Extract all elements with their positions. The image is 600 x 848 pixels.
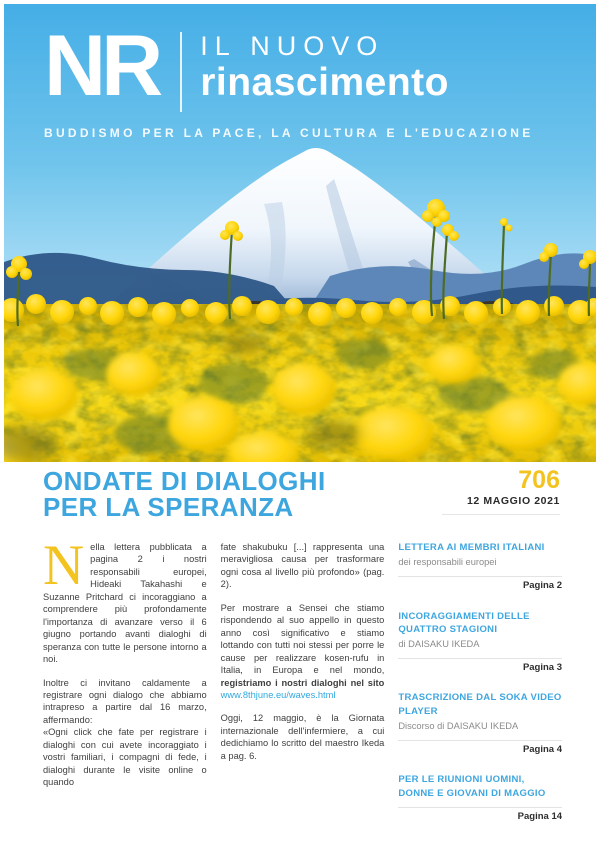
article-paragraph: Nella lettera pubblicata a pagina 2 i nostri responsabili europei, Hideaki Takahashi e Suzanne Pritchard ci incoraggiano a comprendere più profondamente l'importanza di avanzare verso il 6 giugno portando avanti dialoghi di speranza con tutte le persone intorno a noi. — [43, 534, 207, 665]
registriamo-bold-text: registriamo i nostri dialoghi nel sito — [220, 677, 385, 688]
cover-photo — [4, 4, 596, 462]
masthead — [44, 18, 564, 140]
headline-band — [43, 468, 563, 520]
toc-item-subtitle: Discorso di DAISAKU IKEDA — [398, 721, 519, 732]
toc-item-title: PER LE RIUNIONI UOMINI, DONNE E GIOVANI DI MAGGIO — [398, 774, 546, 799]
article-paragraph: Inoltre ci invitano caldamente a registrare ogni dialogo che abbiamo intrapreso a partire dal 16 marzo, affermando: — [43, 677, 207, 725]
magazine-title-top: IL NUOVO — [200, 31, 385, 61]
logo-divider — [180, 32, 182, 112]
issue-number: 706 — [518, 466, 560, 494]
toc-item-subtitle: di DAISAKU IKEDA — [398, 639, 480, 650]
issue-date: 12 MAGGIO 2021 — [466, 495, 560, 507]
article-column-2 — [221, 541, 385, 841]
toc-item-page: Pagina 14 — [398, 807, 562, 824]
article-column-1 — [43, 534, 207, 841]
toc-item-incoraggiamenti — [398, 610, 562, 675]
toc-item-page: Pagina 4 — [398, 740, 562, 757]
toc-item-page: Pagina 3 — [398, 658, 562, 675]
toc-item-trascrizione — [398, 691, 562, 756]
toc-item-subtitle: dei responsabili europei — [398, 557, 497, 568]
toc-item-riunioni — [398, 773, 562, 823]
toc-item-lettera — [398, 541, 562, 593]
body-columns — [43, 534, 563, 841]
magazine-tagline: BUDDISMO PER LA PACE, LA CULTURA E L'EDUCAZIONE — [44, 126, 534, 140]
magazine-title-bottom: rinascimento — [200, 60, 449, 104]
toc-item-title: INCORAGGIAMENTI DELLE QUATTRO STAGIONI — [398, 610, 530, 635]
article-paragraph: Oggi, 12 maggio, è la Giornata internazionale dell'infermiere, a cui dedichiamo lo scritto del maestro Ikeda a pag. 6. — [220, 713, 385, 761]
dropcap-letter: N — [43, 534, 85, 597]
toc-item-title: LETTERA AI MEMBRI ITALIANI — [398, 542, 545, 553]
table-of-contents — [398, 541, 562, 841]
toc-item-title: TRASCRIZIONE DAL SOKA VIDEO PLAYER — [398, 692, 562, 717]
toc-item-page: Pagina 2 — [398, 576, 562, 593]
nr-logo: NR — [44, 18, 159, 114]
issue-info — [442, 468, 560, 515]
article-paragraph: «Ogni click che fate per registrare i dialoghi con cui avete incoraggiato i vostri familiari, i compagni di fede, i dialoghi durante le visite online o quando — [43, 727, 207, 788]
headline-line-2: PER LA SPERANZA — [43, 492, 294, 522]
article-paragraph: Per mostrare a Sensei che stiamo rispondendo al suo appello in questo anno così significativo e stiamo lottando con tutti noi stessi per porre le cause per realizzare kosen-rufu in Italia, in Europa e nel mondo, registriamo i nostri dialoghi nel sito www.8thjune.eu/waves.html — [220, 602, 385, 700]
waves-website-link[interactable]: www.8thjune.eu/waves.html — [220, 689, 336, 700]
article-paragraph: fate shakubuku [...] rappresenta una meravigliosa causa per trasformare ogni cosa al livello più profondo» (pag. 2). — [220, 542, 385, 590]
headline-line-1: ONDATE DI DIALOGHI — [43, 466, 326, 496]
